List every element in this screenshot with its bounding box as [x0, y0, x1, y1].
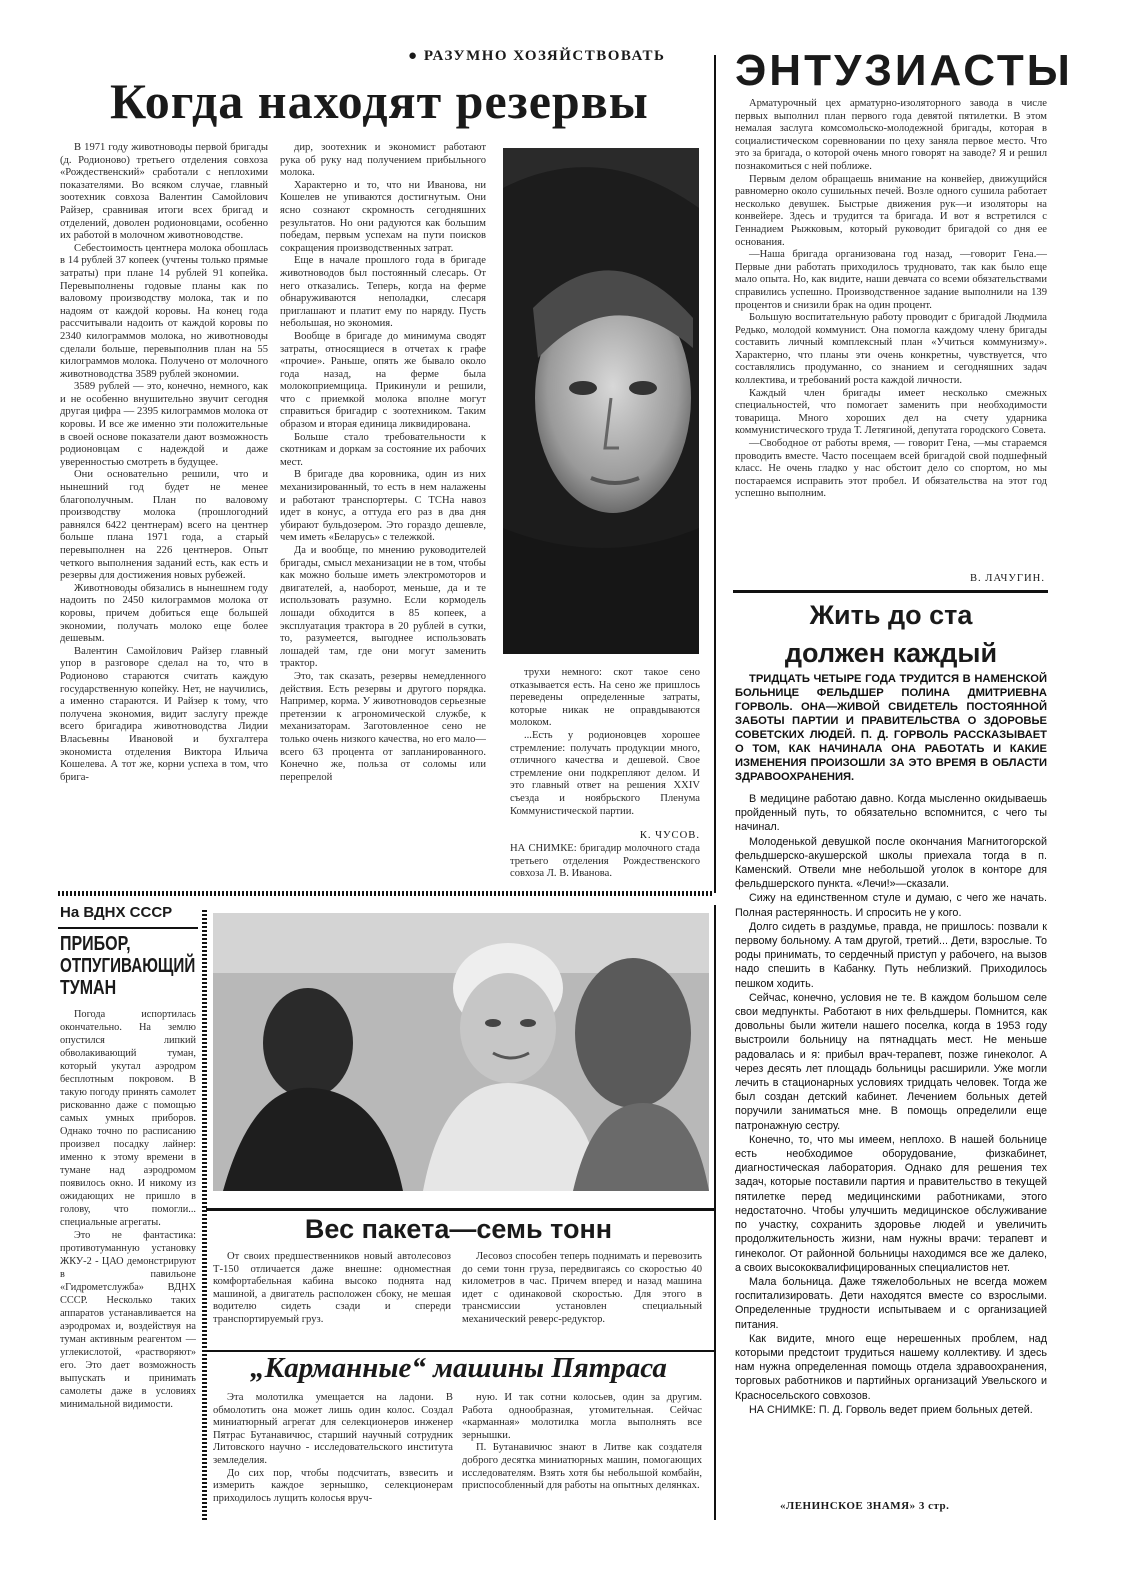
article-column: Эта молотилка умещается на ладони. В обмолотить она может лишь один колос. Создал миниатюрный агрегат для селекционеров инженер Пятрас Бутанавичюс, старший научный сотрудник Литовского научно - исследовательского института земледелия. До сих пор, чтобы подсчитать, взвесить и измерить каждое зернышко, селекционерам приходилось лущить колосья вруч-: [213, 1392, 453, 1504]
bullet-icon: ●: [408, 48, 419, 64]
article-title-line: должен каждый: [784, 638, 998, 668]
portrait-illustration: [503, 148, 699, 654]
article-text: Погода испортилась окончательно. На землю опустился липкий обволакивающий туман, который укутал аэродром бесплотным покровом. В такую погоду принять самолет рискованно даже с помощью самых умных приборов. Однако точно по расписанию произвел посадку лайнер: именно к этому времени в тумане над аэродромом появилось окно. И никому из ожидающих не пришло в голову, что помогли... специальные агрегаты. Это не фантастика: противотуманную установку ЖКУ-2 - ЦАО демонстрируют в павильоне «Гидрометслужба» ВДНХ СССР. Несколько таких аппаратов устанавливается на аэродромах и, воздействуя на туман активным реагентом — углекислотой, «растворяют» его. Это дает возможность выпускать и принимать самолеты даже в условиях минимальной видимости.: [60, 1009, 196, 1410]
signature: К. ЧУСОВ.: [639, 830, 700, 841]
rubric: ● РАЗУМНО ХОЗЯЙСТВОВАТЬ: [408, 48, 666, 64]
article-title-line: ОТПУГИВАЮЩИЙ: [60, 955, 196, 977]
article-title-line: ПРИБОР,: [60, 933, 131, 955]
photo-caption: НА СНИМКЕ: бригадир молочного стада третьего отделения Рождественского совхоза Л. В. Иванова.: [510, 843, 700, 880]
article-column: ную. И так сотни колосьев, один за другим. Работа однообразная, утомительная. Сейчас «карманная» молотилка могла выполнять все зернышки. П. Бутанавичюс знают в Литве как создателя доброго десятка миниатюрных машин, помогающих исследователям. Взять хотя бы небольшой комбайн, приспособленный для работы на опытных делянках.: [462, 1392, 702, 1492]
article-title-line: ТУМАН: [60, 977, 117, 999]
section-divider: [206, 1208, 714, 1211]
article-title: Вес пакета—семь тонн: [304, 1214, 613, 1244]
article-text: В медицине работаю давно. Когда мысленно окидываешь пройденный путь, то обязательно вспомнится, с чего ты начинал. Молоденькой девушкой после окончания Магнитогорской фельдшерско-акушерской школы приехала тогда в п. Каменский. Отвели мне небольшой уголок в конторе для фельдшерского пункта. «Лечи!»—сказали. Сижу на единственном стуле и думаю, с чего же начать. Полная растерянность. И спросить не у кого. Долго сидеть в раздумье, правда, не пришлось: позвали к первому больному. А там другой, третий... Дети, взрослые. То роды принимать, то сердечный приступ у рабочего, на вызов надо спешить в Кабанку. Путь неблизкий. Приходилось пешком ходить. Сейчас, конечно, условия не те. В каждом большом селе свои медпункты. Работают в них фельдшеры. Помнится, как довольны были жители нашего поселка, когда в 1953 году выстроили больницу на пятнадцать мест. Не меньше радовалась и я: прибыл врач-терапевт, позже гинеколог. А через десять лет площадь больницы расширили. Уже могли лечить в стационарных условиях тридцать человек. Тогда же был создан детский кабинет. Лечением больных детей поручили заниматься мне. В помощь определили еще патронажную сестру. Конечно, то, что мы имеем, неплохо. В нашей больнице есть необходимое оборудование, физкабинет, диагностическая лаборатория. Однако для решения тех задач, которые поставили партия и правительство в текущей пятилетке перед медицинскими работниками, этого недостаточно. Чтобы улучшить медицинское обслуживание по участку, сохранить здоровье людей и увеличить продолжительность жизни, нам нужны врачи: терапевт и гинеколог. От районной больницы находимся все же далеко, а своих высококвалифицированных специалистов нет. Мала больница. Даже тяжелобольных не всегда можем госпитализировать. Дети находятся вместе со взрослыми. Определенные трудности испытываем и с организацией питания. Как видите, много еще нерешенных проблем, над которыми предстоит трудиться нашему коллективу. И здесь нам нужна определенная помощь отдела здравоохранения, торговых работников и партийных организаций Увельского и Красносельского совхозов. НА СНИМКЕ: П. Д. Горволь ведет прием больных детей.: [735, 793, 1047, 1416]
column-divider: [714, 905, 716, 1520]
rubric: На ВДНХ СССР: [60, 904, 173, 921]
article-lead: ТРИДЦАТЬ ЧЕТЫРЕ ГОДА ТРУДИТСЯ В НАМЕНСКОЙ БОЛЬНИЦЕ ФЕЛЬДШЕР ПОЛИНА ДМИТРИЕВНА ГОРВОЛЬ. ОНА—ЖИВОЙ СВИДЕТЕЛЬ ПОСТОЯННОЙ ЗАБОТЫ ПАРТИИ И ПРАВИТЕЛЬСТВА О ЗДОРОВЬЕ СОВЕТСКИХ ЛЮДЕЙ. П. Д. ГОРВОЛЬ РАССКАЗЫВАЕТ О ТОМ, КАК НАЧИНАЛА ОНА РАБОТАТЬ И КАКИЕ ИЗМЕНЕНИЯ ПРОИЗОШЛИ ЗА ЭТО ВРЕМЯ В ОБЛАСТИ ЗДРАВООХРАНЕНИЯ.: [735, 673, 1047, 783]
article-title-line: Жить до ста: [809, 600, 973, 630]
article-column: В 1971 году животноводы первой бригады (д. Родионово) третьего отделения совхоза «Рождественский» сработали с неплохими показателями. Во всяком случае, главный зоотехник совхоза Валентин Самойлович Райзер, сравнивая итоги всех бригад и отделений, доволен родионовцами, особенно их работой в молочном животноводстве. Себестоимость центнера молока обошлась в 14 рублей 37 копеек (учтены только прямые затраты) при плане 14 рублей 91 копейка. Перевыполнены годовые планы как по валовому производству молока, так и по надоям от каждой коровы. На конец года рассчитывали надоить от каждой коровы по 2340 килограммов молока, но животноводы сделали больше, перевыполнив план на 55 килограммов молока. Получено от молочного животноводства 3589 рублей экономии. 3589 рублей — это, конечно, немного, как и не особенно внушительно звучит сегодня другая цифра — 2395 килограммов молока от коровы. И все же именно эти положительные в своей основе показатели дают возможность родионовцам с надеждой и даже уверенностью смотреть в будущее. Они основательно решили, что и нынешний год будет не менее благополучным. План по валовому производству молока (прошлогодний равнялся 6422 центнерам) всего на центнер больше плана 1971 года, а старый перевыполнен на 226 центнеров. Опыт четкого выполнения заданий есть, как есть и резервы для достижения новых рубежей. Животноводы обязались в нынешнем году надоить по 2450 килограммов молока от коровы, причем добиться еще большей экономии, получать молоко еще более дешевым. Валентин Самойлович Райзер главный упор в разговоре сделал на то, что в Родионово стараются считать каждую государственную копейку. Нет, не научились, а именно стараются. И Райзер к тому, что получена экономия, видит заслугу прежде всего бригадира животноводства Лидии Власьевны Ивановой и бухгалтера экономиста отделения Виктора Ильича Кошелева. А тот же, корни успеха в том, что брига-: [60, 142, 268, 783]
article-column: Лесовоз способен теперь поднимать и перевозить до семи тонн груза, передвигаясь со скоростью 40 километров в час. Причем вперед и назад машина идет с одинаковой скоростью. Для этого в трансмиссии установлен специальный механический реверс-редуктор.: [462, 1251, 702, 1325]
article-title: „Карманные“ машины Пятраса: [250, 1352, 667, 1384]
article-column: От своих предшественников новый автолесовоз Т-150 отличается даже внешне: одноместная комфортабельная кабина высоко поднята над машиной, а двигатель расположен сбоку, не мешая водителю сидеть сзади и спереди транспортируемый груз.: [213, 1251, 451, 1325]
group-illustration: [213, 913, 709, 1191]
page-footer: «ЛЕНИНСКОЕ ЗНАМЯ» 3 стр.: [780, 1500, 950, 1512]
column-divider: [714, 55, 716, 893]
portrait-photo: [503, 148, 699, 654]
article-title: ЭНТУЗИАСТЫ: [735, 46, 1073, 95]
article-column: дир, зоотехник и экономист работают рука об руку над получением прибыльного молока. Характерно и то, что ни Иванова, ни Кошелев не упиваются достигнутым. Они ясно сознают скромность сегодняшних результатов. Но они радуются как большим победам, первым успехам на пути поисков сокращения производственных затрат. Еще в начале прошлого года в бригаде животноводов был постоянный слесарь. От него отказались. Теперь, когда на ферме обнаруживаются неполадки, слесаря приглашают и платит ему по наряду. Пусть небольшая, но экономия. Вообще в бригаде до минимума сводят затраты, относящиеся в отчетах к графе «прочие». Раньше, опять же бывало около года назад, на ферме была молокоприемщица. Прикинули и решили, что с приемкой молока вполне могут справиться бригадир с зоотехником. Таким образом и вторая единица ликвидирована. Больше стало требовательности к скотникам и доркам за состояние их рабочих мест. В бригаде два коровника, один из них механизированный, то есть в нем налажены и работают транспортеры. С ТСНа навоз идет в конус, а оттуда его раз в два дня убирают бульдозером. Это гораздо дешевле, чем иметь «Беларусь» с тележкой. Да и вообще, по мнению руководителей бригады, смысл механизации не в том, чтобы как можно больше иметь электромоторов и двигателей, а, наоборот, меньше, да и те использовать разумно. Если кормодель лошади обходится в 85 копеек, а эксплуатация трактора в 20 рублей в сутки, то, разумеется, выгоднее использовать лошадей там, где они могут заменить трактор. Это, так сказать, резервы немедленного действия. Есть резервы и другого порядка. Например, корма. У животноводов серьезные претензии к агрономической службе, к механизаторам. Заготовленное сено не только очень низкого качества, но его мало—всего 63 процента от запланированного. Конечно же, польза от соломы или перепрелой: [280, 142, 486, 783]
article-column: трухи немного: скот такое сено отказывается есть. На сено же пришлось переведены определенные затраты, которые никак не оправдываются молоком. ...Есть у родионовцев хорошее стремление: получать продукции много, отличного качества и дешевой. Свое стремление они подкрепляют делом. И это главный ответ на решения XXIV съезда и ноябрьского Пленума Коммунистической партии.: [510, 667, 700, 817]
article-text: Арматурочный цех арматурно-изоляторного завода в числе первых выполнил план первого года девятой пятилетки. В этом немалая заслуга комсомольско-молодежной бригады, которая в социалистическом соревновании по цеху заняла первое место. Что это за бригада, о которой очень много говорят на заводе? Я и решил познакомиться с ней поближе. Первым делом обращаешь внимание на конвейер, движущийся равномерно около сушильных печей. Возле одного сушила работает несколько девушек. Быстрые движения рук—и изоляторы на конвейере. Здесь и трудится та бригада. И вот я встретился с Геннадием Рыжковым, который руководит бригадой со дня ее основания. —Наша бригада организована год назад, —говорит Гена.—Первые дни работать приходилось трудновато, так как было еще мало опыта. Но, как видите, наши девчата со всеми обязательствами справились успешно. Производственное задание выполнили на 139 процентов и снизили брак на один процент. Большую воспитательную работу проводит с бригадой Людмила Редько, молодой коммунист. Она помогла каждому члену бригады составить личный комплексный план «Учиться коммунизму». Характерно, что планы эти очень конкретны, чувствуется, что составлялись продуманно, со знанием и сегодняшних задач коллектива, и требований роста каждой личности. Каждый член бригады имеет несколько смежных специальностей, что помогает заменить при необходимости товарища. Много хороших дел на счету ударника коммунистического труда Т. Летягиной, депутата городского Совета. —Свободное от работы время, — говорит Гена, —мы стараемся проводить вместе. Часто посещаем всей бригадой свой подшефный класс. Не очень гладко у нас обстоит дело со спортом, но мы постараемся исправить этот пробел. И обязательства на этот год успешно выполним.: [735, 98, 1047, 500]
section-divider: [58, 891, 713, 896]
rubric-underline: [58, 927, 198, 929]
group-photo: [213, 913, 709, 1191]
section-divider: [733, 590, 1048, 593]
signature: В. ЛАЧУГИН.: [969, 573, 1045, 584]
article-title: Когда находят резервы: [110, 73, 649, 129]
